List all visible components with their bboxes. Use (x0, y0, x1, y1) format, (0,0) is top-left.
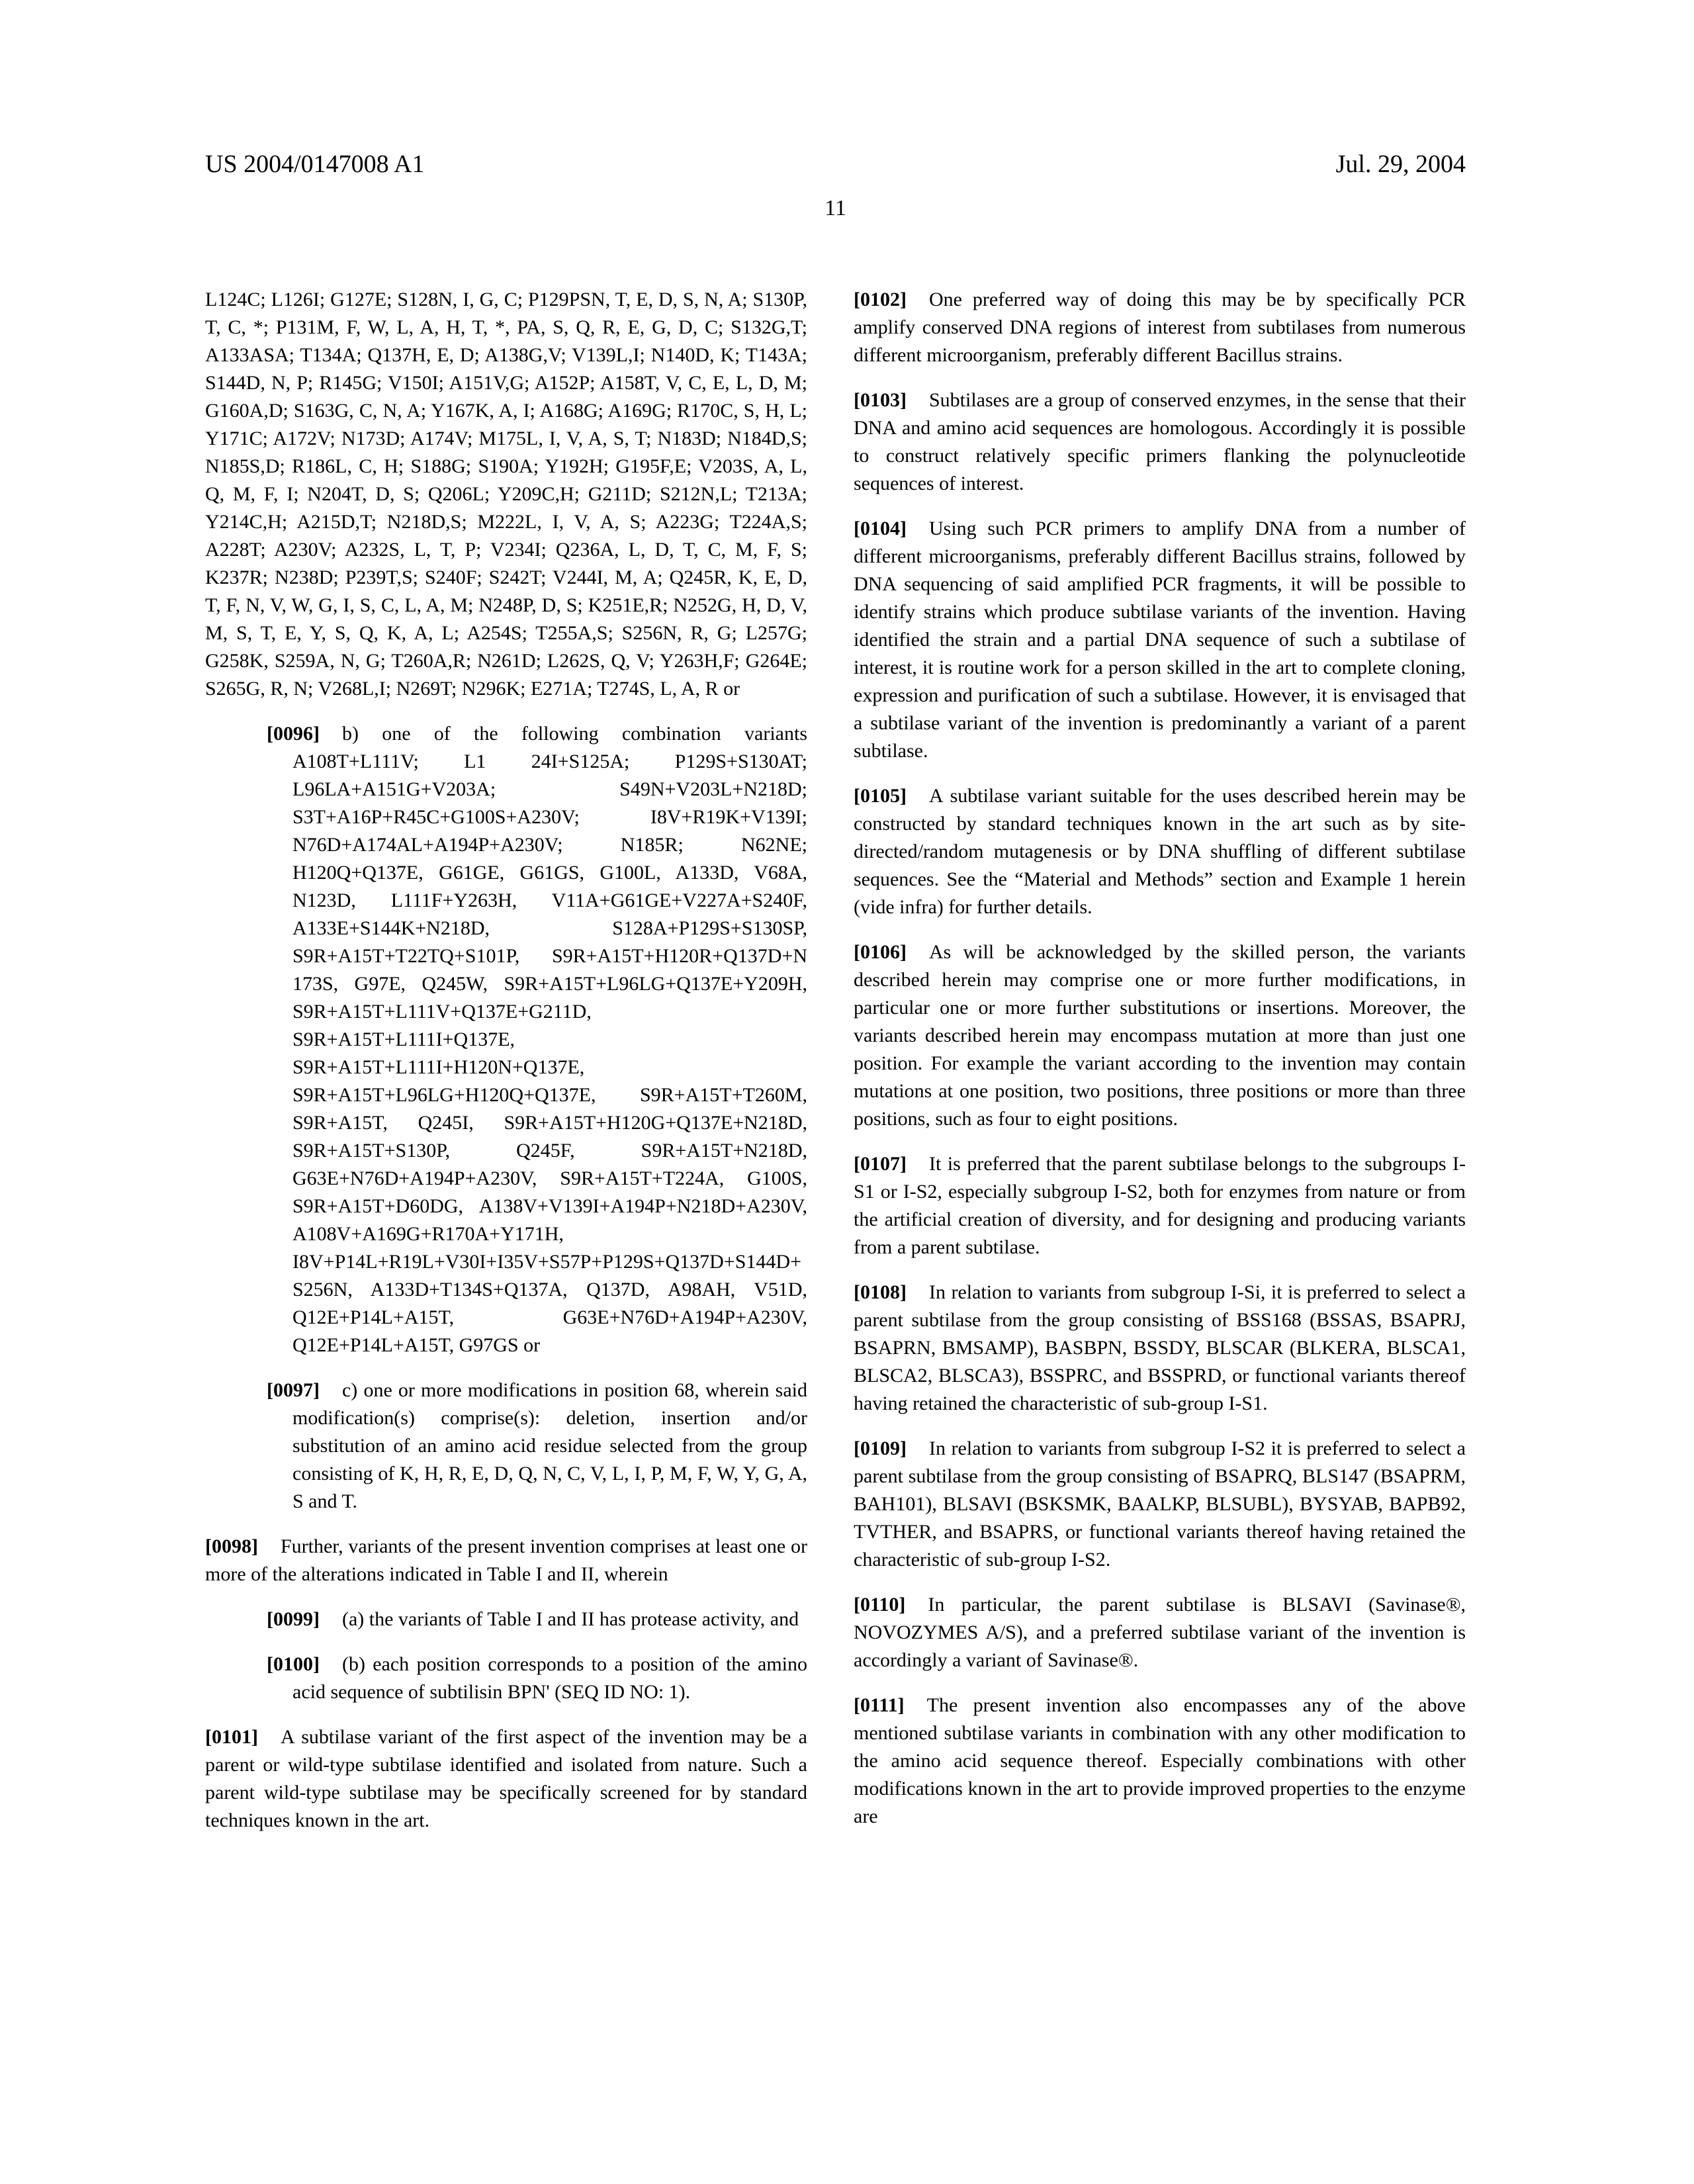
paragraph-0097 (267, 1377, 807, 1516)
paragraph-tag: [0099] (267, 1608, 320, 1630)
paragraph-text: A subtilase variant of the first aspect of the invention may be a parent or wild-type subtilase identified and isolated from nature. Such a parent wild-type subtilase may be specifically screened for by standard techniques known in the art. (205, 1726, 807, 1831)
paragraph-text: In particular, the parent subtilase is BLSAVI (Savinase®, NOVOZYMES A/S), and a preferred subtilase variant of the invention is accordingly a variant of Savinase®. (854, 1594, 1466, 1671)
paragraph-tag: [0109] (854, 1437, 907, 1459)
paragraph-0099 (267, 1606, 807, 1633)
paragraph-text: Further, variants of the present invention comprises at least one or more of the alterations indicated in Table I and II, wherein (205, 1535, 807, 1585)
paragraph-text: It is preferred that the parent subtilase belongs to the subgroups I-S1 or I-S2, especially subgroup I-S2, both for enzymes from nature or from the artificial creation of diversity, and for designing and producing variants from a parent subtilase. (854, 1153, 1466, 1258)
paragraph-text: In relation to variants from subgroup I-Si, it is preferred to select a parent subtilase from the group consisting of BSS168 (BSSAS, BSAPRJ, BSAPRN, BMSAMP), BASBPN, BSSDY, BLSCAR (BLKERA, BLSCA1, BLSCA2, BLSCA3), BSSPRC, and BSSPRD, or functional variants thereof having retained the characteristic of sub-group I-S1. (854, 1281, 1466, 1414)
paragraph-text: One preferred way of doing this may be by specifically PCR amplify conserved DNA regions of interest from subtilases from numerous different microorganism, preferably different Bacillus strains. (854, 289, 1466, 366)
paragraph-0110 (854, 1591, 1466, 1674)
paragraph-tag: [0100] (267, 1653, 320, 1675)
paragraph-tag: [0111] (854, 1694, 905, 1716)
paragraph-0103 (854, 387, 1466, 498)
paragraph-0111 (854, 1692, 1466, 1831)
paragraph-text: The present invention also encompasses any of the above mentioned subtilase variants in combination with any other modification to the amino acid sequence thereof. Especially combinations with other modifications known in the art to provide improved properties to the enzyme are (854, 1694, 1466, 1827)
left-column (205, 286, 807, 1835)
paragraph-tag: [0108] (854, 1281, 907, 1303)
continued-variant-list-paragraph (205, 286, 807, 703)
paragraph-0105 (854, 782, 1466, 921)
paragraph-text: L124C; L126I; G127E; S128N, I, G, C; P129PSN, T, E, D, S, N, A; S130P, T, C, *; P131M, F, W, L, A, H, T, *, PA, S, Q, R, E, G, D, C; S132G,T; A133ASA; T134A; Q137H, E, D; A138G,V; V139L,I; N140D, K; T143A; S144D, N, P; R145G; V150I; A151V,G; A152P; A158T, V, C, E, L, D, M; G160A,D; S163G, C, N, A; Y167K, A, I; A168G; A169G; R170C, S, H, L; Y171C; A172V; N173D; A174V; M175L, I, V, A, S, T; N183D; N184D,S; N185S,D; R186L, C, H; S188G; S190A; Y192H; G195F,E; V203S, A, L, Q, M, F, I; N204T, D, S; Q206L; Y209C,H; G211D; S212N,L; T213A; Y214C,H; A215D,T; N218D,S; M222L, I, V, A, S; A223G; T224A,S; A228T; A230V; A232S, L, T, P; V234I; Q236A, L, D, T, C, M, F, S; K237R; N238D; P239T,S; S240F; S242T; V244I, M, A; Q245R, K, E, D, T, F, N, V, W, G, I, S, C, L, A, M; N248P, D, S; K251E,R; N252G, H, D, V, M, S, T, E, Y, S, Q, K, A, L; A254S; T255A,S; S256N, R, G; L257G; G258K, S259A, N, G; T260A,R; N261D; L262S, Q, V; Y263H,F; G264E; S265G, R, N; V268L,I; N269T; N296K; E271A; T274S, L, A, R or (205, 289, 807, 700)
paragraph-0108 (854, 1279, 1466, 1418)
paragraph-tag: [0104] (854, 518, 907, 539)
paragraph-text: c) one or more modifications in position 68, wherein said modification(s) comprise(s): deletion, insertion and/or substitution of an amino acid residue selected from the group consisting of K, H, R, E, D, Q, N, C, V, L, I, P, M, F, W, Y, G, A, S and T. (292, 1379, 807, 1512)
publication-date: Jul. 29, 2004 (1335, 150, 1466, 178)
page-header (205, 151, 1466, 179)
paragraph-tag: [0102] (854, 289, 907, 310)
paragraph-tag: [0097] (267, 1379, 320, 1401)
paragraph-text: A subtilase variant suitable for the uses described herein may be constructed by standard techniques known in the art such as by site-directed/random mutagenesis or by DNA shuffling of different subtilase sequences. See the “Material and Methods” section and Example 1 herein (vide infra) for further details. (854, 785, 1466, 918)
paragraph-tag: [0098] (205, 1535, 258, 1557)
paragraph-0096 (267, 720, 807, 1359)
paragraph-tag: [0096] (267, 723, 320, 745)
right-column (854, 286, 1466, 1831)
paragraph-text: Using such PCR primers to amplify DNA from a number of different microorganisms, preferably different Bacillus strains, followed by DNA sequencing of said amplified PCR fragments, it will be possible to identify strains which produce subtilase variants of the invention. Having identified the strain and a partial DNA sequence of such a subtilase of interest, it is routine work for a person skilled in the art to complete cloning, expression and purification of such a subtilase. However, it is envisaged that a subtilase variant of the invention is predominantly a variant of a parent subtilase. (854, 518, 1466, 762)
paragraph-tag: [0110] (854, 1594, 906, 1615)
paragraph-0104 (854, 515, 1466, 765)
publication-number: US 2004/0147008 A1 (205, 150, 425, 178)
paragraph-tag: [0107] (854, 1153, 907, 1175)
paragraph-text: b) one of the following combination variants A108T+L111V; L1 24I+S125A; P129S+S130AT; L96LA+A151G+V203A; S49N+V203L+N218D; S3T+A16P+R45C+G100S+A230V; I8V+R19K+V139I; N76D+A174AL+A194P+A230V; N185R; N62NE; H120Q+Q137E, G61GE, G61GS, G100L, A133D, V68A, N123D, L111F+Y263H, V11A+G61GE+V227A+S240F, A133E+S144K+N218D, S128A+P129S+S130SP, S9R+A15T+T22TQ+S101P, S9R+A15T+H120R+Q137D+N 173S, G97E, Q245W, S9R+A15T+L96LG+Q137E+Y209H, S9R+A15T+L111V+Q137E+G211D, S9R+A15T+L111I+Q137E, S9R+A15T+L111I+H120N+Q137E, S9R+A15T+L96LG+H120Q+Q137E, S9R+A15T+T260M, S9R+A15T, Q245I, S9R+A15T+H120G+Q137E+N218D, S9R+A15T+S130P, Q245F, S9R+A15T+N218D, G63E+N76D+A194P+A230V, S9R+A15T+T224A, G100S, S9R+A15T+D60DG, A138V+V139I+A194P+N218D+A230V, A108V+A169G+R170A+Y171H, I8V+P14L+R19L+V30I+I35V+S57P+P129S+Q137D+S144D+S256N, A133D+T134S+Q137A, Q137D, A98AH, V51D, Q12E+P14L+A15T, G63E+N76D+A194P+A230V, Q12E+P14L+A15T, G97GS or (292, 723, 807, 1356)
paragraph-0101 (205, 1723, 807, 1835)
paragraph-text: (a) the variants of Table I and II has protease activity, and (341, 1608, 799, 1630)
paragraph-text: (b) each position corresponds to a position of the amino acid sequence of subtilisin BPN' (SEQ ID NO: 1). (292, 1653, 807, 1703)
paragraph-0106 (854, 938, 1466, 1133)
paragraph-0102 (854, 286, 1466, 369)
paragraph-0109 (854, 1435, 1466, 1574)
paragraph-tag: [0105] (854, 785, 907, 807)
paragraph-tag: [0103] (854, 389, 907, 411)
paragraph-0107 (854, 1150, 1466, 1261)
text-columns (205, 286, 1466, 1835)
page-number: 11 (825, 196, 846, 220)
paragraph-0100 (267, 1651, 807, 1706)
paragraph-text: Subtilases are a group of conserved enzymes, in the sense that their DNA and amino acid sequences are homologous. Accordingly it is possible to construct relatively specific primers flanking the polynucleotide sequences of interest. (854, 389, 1466, 494)
paragraph-0098 (205, 1533, 807, 1588)
paragraph-text: In relation to variants from subgroup I-S2 it is preferred to select a parent subtilase from the group consisting of BSAPRQ, BLS147 (BSAPRM, BAH101), BLSAVI (BSKSMK, BAALKP, BLSUBL), BYSYAB, BAPB92, TVTHER, and BSAPRS, or functional variants thereof having retained the characteristic of sub-group I-S2. (854, 1437, 1466, 1570)
paragraph-tag: [0101] (205, 1726, 258, 1748)
paragraph-text: As will be acknowledged by the skilled person, the variants described herein may comprise one or more further modifications, in particular one or more further substitutions or insertions. Moreover, the variants described herein may encompass mutation at more than just one position. For example the variant according to the invention may contain mutations at one position, two positions, three positions or more than three positions, such as four to eight positions. (854, 941, 1466, 1130)
paragraph-tag: [0106] (854, 941, 907, 963)
